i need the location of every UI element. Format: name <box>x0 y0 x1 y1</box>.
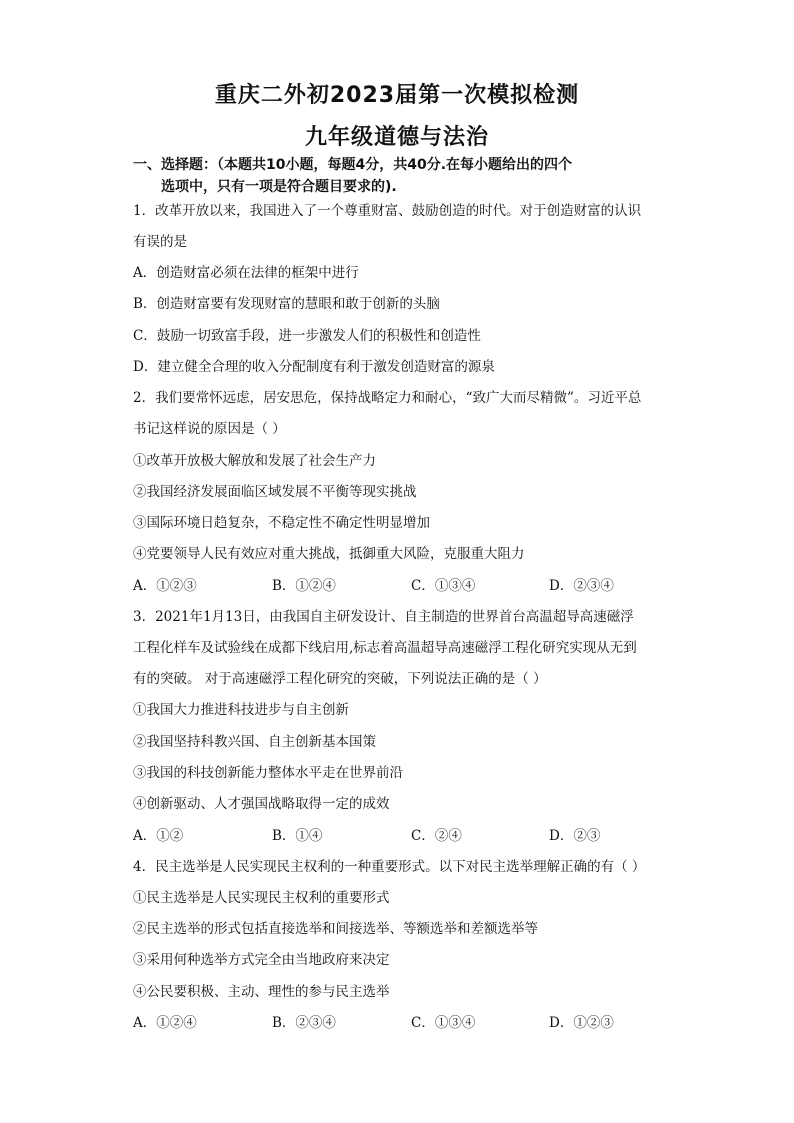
q1-stem-line1: 1．改革开放以来，我国进入了一个尊重财富、鼓励创造的时代。对于创造财富的认识 <box>133 203 642 219</box>
exam-subject: 九年级道德与法治 <box>304 125 489 150</box>
q4-option-b: B．②③④ <box>272 1015 336 1031</box>
q4-statement-1: ①民主选举是人民实现民主权利的重要形式 <box>133 890 390 906</box>
q2-statement-4: ④党要领导人民有效应对重大挑战，抵御重大风险，克服重大阻力 <box>133 546 525 562</box>
q3-statement-2: ②我国坚持科教兴国、自主创新基本国策 <box>133 734 376 750</box>
q3-option-c: C．②④ <box>411 828 462 844</box>
q4-option-a: A．①②④ <box>133 1015 197 1031</box>
q2-option-c: C．①③④ <box>411 578 476 594</box>
q3-option-d: D．②③ <box>549 828 601 844</box>
q3-option-b: B．①④ <box>272 828 323 844</box>
q2-stem-line2: 书记这样说的原因是（ ） <box>133 421 286 437</box>
exam-title: 重庆二外初2023届第一次模拟检测 <box>214 83 580 108</box>
q1-stem-line2: 有误的是 <box>133 234 187 250</box>
q3-statement-1: ①我国大力推进科技进步与自主创新 <box>133 702 349 718</box>
q2-statement-1: ①改革开放极大解放和发展了社会生产力 <box>133 453 376 469</box>
q4-option-d: D．①②③ <box>549 1015 614 1031</box>
section-heading-line1: 一、选择题：（本题共10小题，每题4分，共40分.在每小题给出的四个 <box>133 157 573 173</box>
section-heading-line2: 选项中，只有一项是符合题目要求的). <box>161 179 397 195</box>
q4-statement-2: ②民主选举的形式包括直接选举和间接选举、等额选举和差额选举等 <box>133 921 538 937</box>
q1-option-c: C．鼓励一切致富手段，进一步激发人们的积极性和创造性 <box>133 328 481 344</box>
q4-statement-4: ④公民要积极、主动、理性的参与民主选举 <box>133 984 390 1000</box>
q2-stem-line1: 2．我们要常怀远虑，居安思危，保持战略定力和耐心，“致广大而尽精微”。习近平总 <box>133 390 642 406</box>
q1-option-d: D．建立健全合理的收入分配制度有利于激发创造财富的源泉 <box>133 359 495 375</box>
q2-option-d: D．②③④ <box>549 578 614 594</box>
q2-option-b: B．①②④ <box>272 578 336 594</box>
q2-statement-3: ③国际环境日趋复杂，不稳定性不确定性明显增加 <box>133 515 430 531</box>
q1-option-b: B．创造财富要有发现财富的慧眼和敢于创新的头脑 <box>133 296 440 312</box>
q3-option-a: A．①② <box>133 828 184 844</box>
q3-statement-4: ④创新驱动、人才强国战略取得一定的成效 <box>133 796 390 812</box>
q1-option-a: A．创造财富必须在法律的框架中进行 <box>133 265 359 281</box>
q3-stem-line2: 工程化样车及试验线在成都下线启用,标志着高温超导高速磁浮工程化研究实现从无到 <box>133 640 637 656</box>
q4-stem-line1: 4．民主选举是人民实现民主权利的一种重要形式。以下对民主选举理解正确的有（ ） <box>133 859 646 875</box>
q2-statement-2: ②我国经济发展面临区域发展不平衡等现实挑战 <box>133 484 417 500</box>
q2-option-a: A．①②③ <box>133 578 197 594</box>
q3-stem-line3: 有的突破。 对于高速磁浮工程化研究的突破，下列说法正确的是（ ） <box>133 671 547 687</box>
q3-stem-line1: 3．2021年1月13日，由我国自主研发设计、自主制造的世界首台高温超导高速磁浮 <box>133 609 634 625</box>
q4-statement-3: ③采用何种选举方式完全由当地政府来决定 <box>133 952 390 968</box>
q4-option-c: C．①③④ <box>411 1015 476 1031</box>
q3-statement-3: ③我国的科技创新能力整体水平走在世界前沿 <box>133 765 403 781</box>
